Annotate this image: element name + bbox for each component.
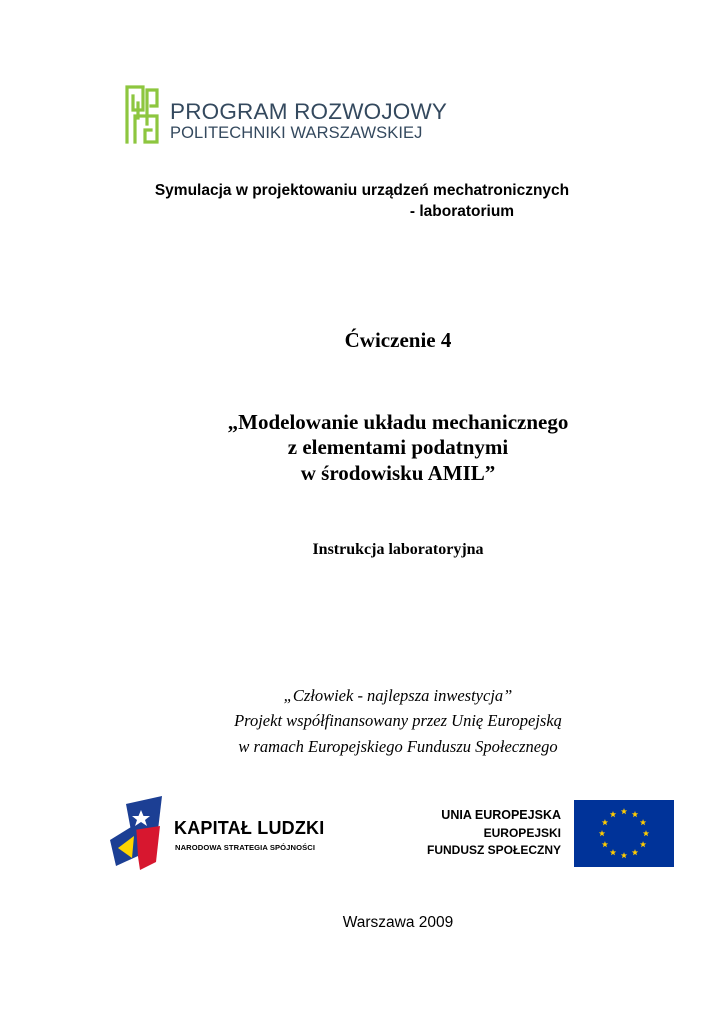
program-title: PROGRAM ROZWOJOWY [170,99,448,124]
topic-line-1: „Modelowanie układu mechanicznego [227,410,569,434]
city-year: Warszawa 2009 [342,914,454,931]
document-type: Instrukcja laboratoryjna [312,541,484,558]
motto-line-1: „Człowiek - najlepsza inwestycja” [283,686,513,705]
kapital-ludzki-subtitle: NARODOWA STRATEGIA SPÓJNOŚCI [175,843,316,852]
kapital-ludzki-title: KAPITAŁ LUDZKI [174,818,325,838]
kapital-ludzki-logo [110,796,345,874]
eu-logo [420,798,674,870]
program-subtitle: POLITECHNIKI WARSZAWSKIEJ [170,124,423,142]
pw-emblem-icon [124,84,160,144]
motto-line-3: w ramach Europejskiego Funduszu Społecznego [238,737,558,756]
kapital-ludzki-emblem-icon [110,796,166,872]
eu-fund-line-2: FUNDUSZ SPOŁECZNY [426,843,561,857]
course-subtitle: - laboratorium [409,203,515,220]
eu-fund-line-1: EUROPEJSKI [483,826,561,840]
eu-flag-icon [574,800,674,867]
motto-line-2: Projekt współfinansowany przez Unię Europejską [234,711,562,730]
eu-name: UNIA EUROPEJSKA [441,808,561,822]
course-title: Symulacja w projektowaniu urządzeń mechatronicznych [154,182,570,199]
topic-line-2: z elementami podatnymi [287,435,509,459]
topic-line-3: w środowisku AMIL” [300,461,496,485]
program-rozwojowy-logo [124,84,448,148]
exercise-title: Ćwiczenie 4 [344,328,452,352]
